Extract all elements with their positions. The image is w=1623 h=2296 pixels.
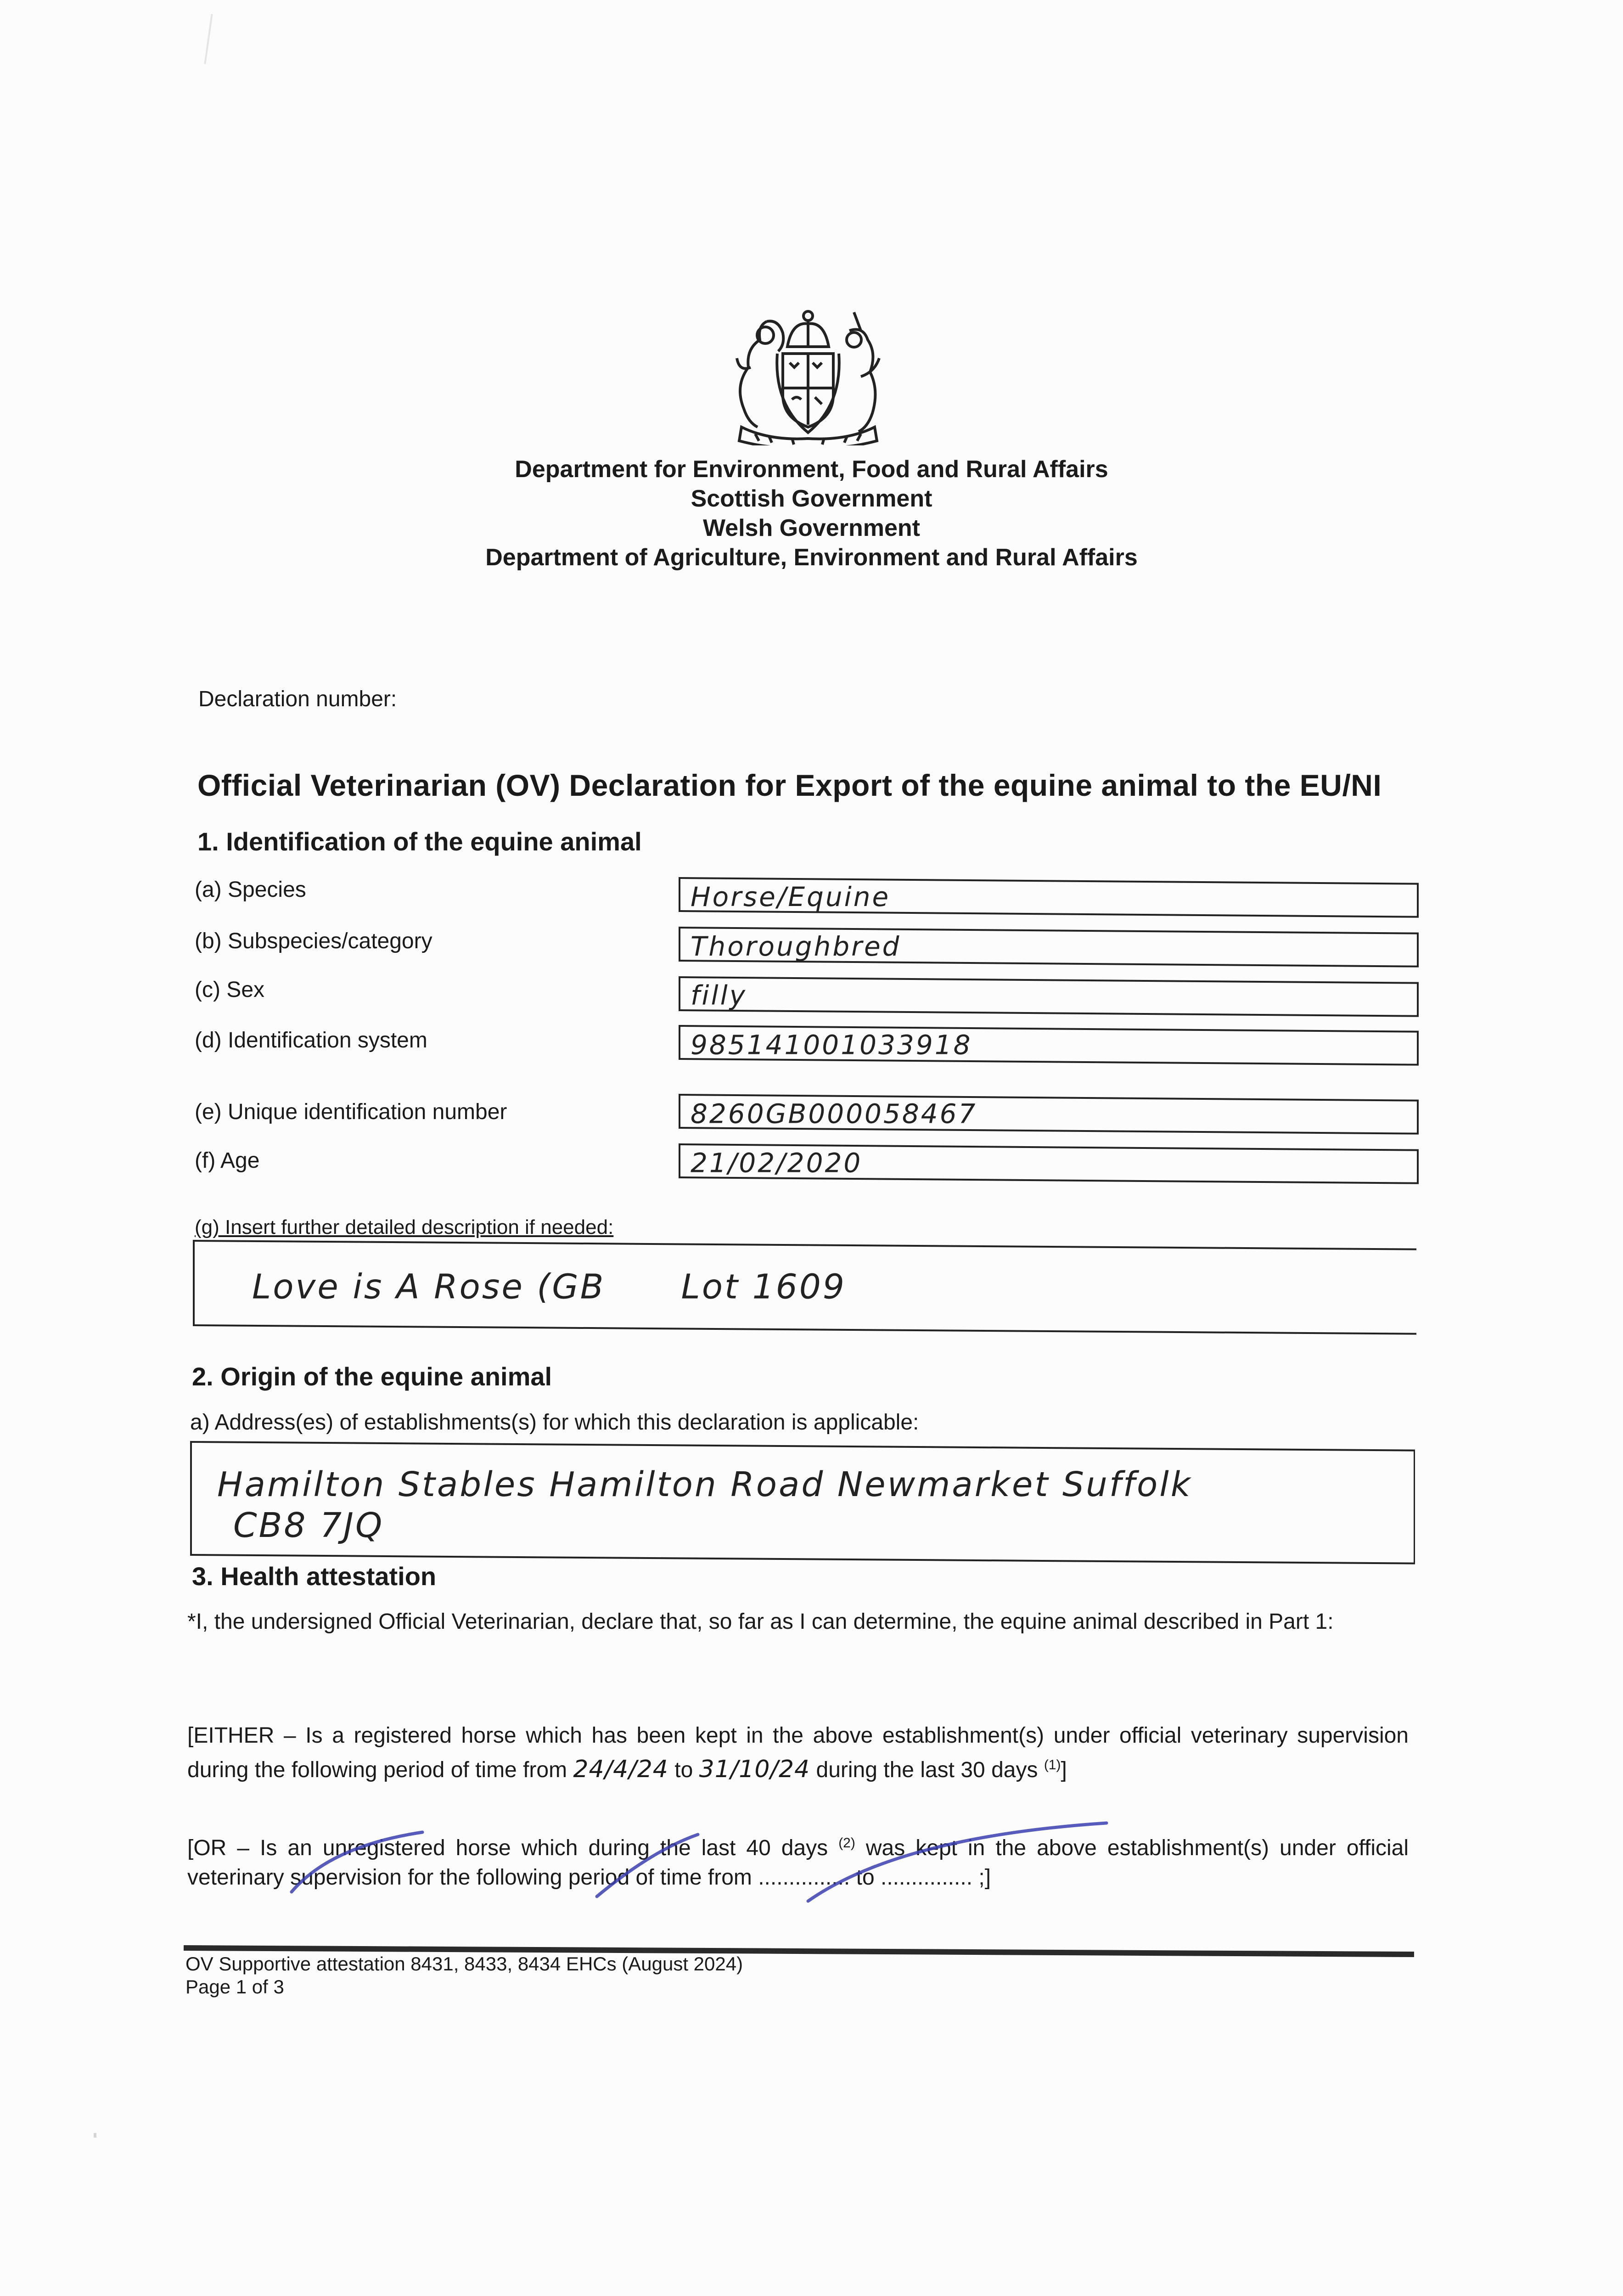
org-defra: Department for Environment, Food and Rural Affairs bbox=[515, 456, 1108, 483]
age-field[interactable] bbox=[679, 1143, 1419, 1184]
org-daera: Department of Agriculture, Environment and Rural Affairs bbox=[485, 544, 1138, 571]
species-label: (a) Species bbox=[195, 878, 306, 902]
either-text-after: during the last 30 days bbox=[810, 1758, 1044, 1782]
species-field[interactable] bbox=[679, 877, 1419, 918]
subspecies-field[interactable] bbox=[679, 927, 1419, 968]
issuing-authorities bbox=[0, 455, 1623, 572]
sex-field[interactable] bbox=[679, 976, 1419, 1017]
document-title: Official Veterinarian (OV) Declaration for Export of the equine animal to the EU/NI bbox=[197, 768, 1382, 802]
address-field[interactable] bbox=[190, 1441, 1415, 1564]
attestation-intro-text: *I, the undersigned Official Veterinarian, declare that, so far as I can determine, the equine animal described in Part 1: bbox=[187, 1609, 1334, 1634]
species-value: Horse/Equine bbox=[691, 881, 891, 912]
either-to-word: to bbox=[674, 1758, 693, 1782]
description-field[interactable] bbox=[193, 1240, 1416, 1335]
or-text: [OR – Is an unregistered horse which during the last 40 days bbox=[187, 1836, 839, 1860]
identification-system-value: 985141001033918 bbox=[691, 1029, 972, 1061]
scan-artifact bbox=[94, 2133, 96, 2138]
attestation-intro bbox=[187, 1607, 1409, 1637]
or-clause bbox=[187, 1829, 1409, 1892]
unique-id-value: 8260GB000058467 bbox=[691, 1098, 977, 1130]
scan-artifact bbox=[204, 14, 213, 64]
address-line1: Hamilton Stables Hamilton Road Newmarket Suffolk bbox=[217, 1464, 1192, 1504]
or-from-field[interactable]: ............... bbox=[758, 1865, 850, 1890]
description-value: Love is A Rose (GB Lot 1609 bbox=[252, 1267, 846, 1307]
page-number: Page 1 of 3 bbox=[185, 1976, 284, 1998]
either-close-bracket: ] bbox=[1061, 1758, 1067, 1782]
age-label: (f) Age bbox=[195, 1148, 260, 1173]
or-close-bracket: ;] bbox=[972, 1865, 991, 1890]
subspecies-label: (b) Subspecies/category bbox=[195, 929, 432, 953]
declaration-number-field[interactable] bbox=[422, 687, 698, 714]
or-to-word: to bbox=[856, 1865, 875, 1890]
either-from-date[interactable]: 24/4/24 bbox=[573, 1756, 668, 1783]
footnote-ref-2: (2) bbox=[838, 1835, 855, 1851]
either-clause bbox=[187, 1721, 1409, 1785]
address-label: a) Address(es) of establishments(s) for which this declaration is applicable: bbox=[190, 1410, 919, 1435]
age-value: 21/02/2020 bbox=[691, 1147, 863, 1179]
unique-id-field[interactable] bbox=[679, 1094, 1419, 1135]
either-to-date[interactable]: 31/10/24 bbox=[699, 1756, 810, 1783]
royal-coat-of-arms-icon bbox=[723, 303, 893, 445]
declaration-number-label: Declaration number: bbox=[198, 687, 397, 711]
section2-heading: 2. Origin of the equine animal bbox=[192, 1362, 552, 1391]
address-line2: CB8 7JQ bbox=[233, 1505, 384, 1545]
either-text: [EITHER – Is a registered horse which has been kept in the above establishment(s) under official veterinary supervision during the following period of time from bbox=[187, 1723, 1409, 1782]
or-to-field[interactable]: ............... bbox=[880, 1865, 973, 1890]
or-text-after: was kept in the above establishment(s) under official veterinary supervision for the following period of time from bbox=[187, 1836, 1409, 1890]
identification-system-field[interactable] bbox=[679, 1025, 1419, 1066]
form-reference: OV Supportive attestation 8431, 8433, 8434 EHCs (August 2024) bbox=[185, 1953, 743, 1975]
org-scottish-government: Scottish Government bbox=[691, 485, 932, 512]
footnote-ref-1: (1) bbox=[1044, 1757, 1061, 1773]
unique-id-label: (e) Unique identification number bbox=[195, 1100, 507, 1124]
subspecies-value: Thoroughbred bbox=[691, 931, 901, 962]
sex-value: filly bbox=[691, 979, 747, 1011]
section3-heading: 3. Health attestation bbox=[192, 1562, 437, 1591]
description-label: (g) Insert further detailed description if needed: bbox=[195, 1216, 614, 1238]
org-welsh-government: Welsh Government bbox=[703, 515, 920, 541]
section1-heading: 1. Identification of the equine animal bbox=[197, 827, 642, 856]
identification-system-label: (d) Identification system bbox=[195, 1028, 427, 1052]
sex-label: (c) Sex bbox=[195, 978, 265, 1002]
